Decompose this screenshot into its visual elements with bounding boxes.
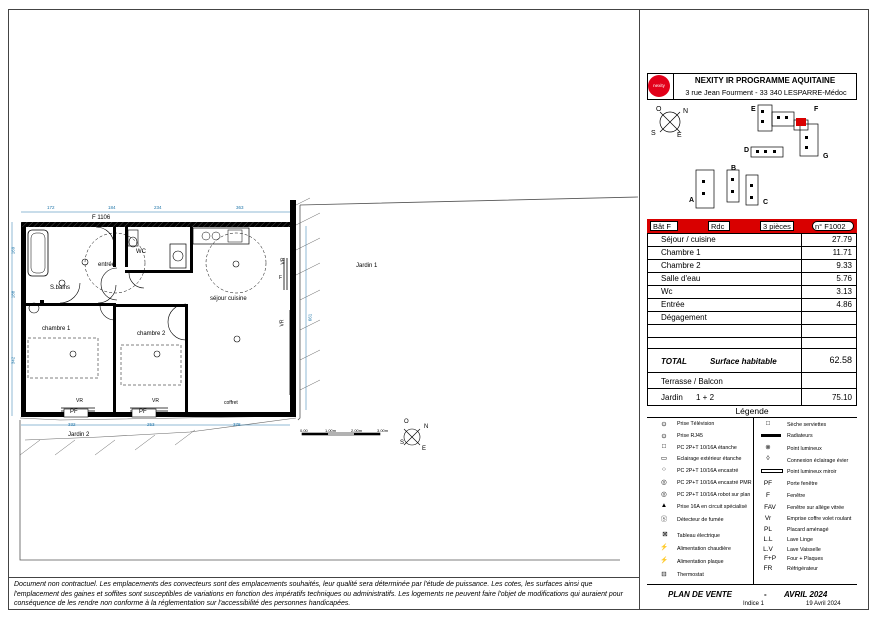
site-compass-o: O: [656, 106, 662, 113]
row-divider: [647, 298, 857, 299]
legend-right-2: Point lumineux: [787, 446, 822, 452]
worktop-socket-icon: ◎: [661, 491, 667, 498]
legend-left-6: PC 2P+T 10/16A robot sur plan: [677, 492, 751, 498]
plan-compass: [404, 429, 420, 445]
area-value-entree: 4.86: [836, 300, 852, 309]
legend-right-11: Lave Vaisselle: [787, 547, 821, 553]
room-wc: WC: [136, 249, 146, 255]
legend-right-6: Fenêtre: [787, 493, 806, 499]
site-label-f: F: [814, 106, 819, 113]
towel-dryer-icon: □: [766, 420, 770, 427]
thermostat-icon: ⊟: [661, 571, 667, 578]
bed-chambre1: [28, 338, 98, 378]
area-label-entree: Entrée: [661, 300, 685, 309]
legend-left-4: PC 2P+T 10/16A encastré: [677, 468, 739, 474]
company-address: 3 rue Jean Fourment - 33 340 LESPARRE-Médoc: [685, 88, 847, 97]
tv-outlet-icon: ⊙: [661, 421, 667, 428]
area-value-salle-eau: 5.76: [836, 274, 852, 283]
plan-index: Indice 1: [743, 601, 765, 607]
plan-dash: -: [764, 590, 767, 599]
area-value-wc: 3.13: [836, 287, 852, 296]
waterproof-socket-icon: □: [662, 443, 666, 450]
dim-top-3: 234: [154, 205, 162, 210]
scale-bar: [302, 433, 380, 435]
legend-right-3: Connexion éclairage évier: [787, 458, 849, 464]
area-label-chambre1: Chambre 1: [661, 248, 701, 257]
legend-sym-lv: L.V: [763, 546, 773, 553]
smoke-detector-icon: Ⓢ: [660, 516, 668, 523]
outer-walls: [21, 200, 296, 417]
plan-title: PLAN DE VENTE: [668, 590, 733, 599]
site-compass-e: E: [677, 132, 682, 139]
openings: [61, 258, 294, 411]
total-label: TOTAL: [661, 357, 687, 366]
area-label-salle-eau: Salle d'eau: [661, 274, 701, 283]
legend-sym-fp: F+P: [763, 555, 777, 562]
jardin-sub: 1 + 2: [696, 393, 715, 402]
legend-sym-ll: L.L: [763, 536, 773, 543]
legend-left-12: Thermostat: [677, 572, 704, 578]
row-divider: [647, 285, 857, 286]
row-divider: [647, 324, 857, 325]
row-divider: [647, 372, 857, 373]
room-sejour: séjour cuisine: [210, 296, 247, 302]
legend-right-0: Sèche serviettes: [787, 422, 827, 428]
flush-socket-icon: ○: [662, 466, 666, 473]
site-label-g: G: [823, 153, 829, 160]
lot-building: Bât F: [650, 221, 678, 231]
opening-vr-4: VR: [279, 319, 286, 327]
legend-left-11: Alimentation plaque: [677, 559, 724, 565]
legend-sym-fav: FAV: [764, 504, 776, 511]
legend-title: Légende: [735, 406, 769, 416]
dim-bottom-3: 378: [233, 422, 241, 427]
dim-top-1: 172: [47, 205, 55, 210]
opening-vr-1: VR: [76, 398, 83, 404]
site-label-e: E: [751, 106, 756, 113]
legend-left-2: PC 2P+T 10/16A étanche: [677, 445, 737, 451]
row-divider: [647, 337, 857, 338]
legend-sym-pl: PL: [764, 526, 772, 533]
opening-pf-1: PF: [70, 409, 78, 415]
scale-0: 0.00: [300, 428, 308, 433]
electric-panel-icon: ⊠: [662, 531, 668, 538]
row-divider: [647, 348, 857, 349]
opening-vr-2: VR: [152, 398, 159, 404]
mirror-light-icon: [761, 469, 783, 473]
legend-column-divider: [753, 417, 754, 584]
lot-level: Rdc: [708, 221, 730, 231]
company-name: NEXITY IR PROGRAMME AQUITAINE: [694, 76, 836, 85]
lot-rooms: 3 pièces: [760, 221, 794, 231]
site-label-d: D: [744, 147, 750, 154]
legend-right-1: Radiateurs: [787, 433, 813, 439]
plan-compass-n: N: [424, 424, 429, 430]
opening-pf-2: PF: [139, 409, 147, 415]
scale-2: 2.00m: [351, 428, 363, 433]
room-entree: entrée: [98, 262, 116, 268]
plan-compass-e: E: [422, 446, 427, 452]
sink-light-icon: ◊: [766, 455, 770, 462]
legend-sym-f: F: [766, 492, 770, 499]
dim-top-2: 184: [108, 205, 116, 210]
light-points: [59, 259, 240, 357]
area-label-sejour: Séjour / cuisine: [661, 235, 716, 244]
legend-sym-vr: Vr: [764, 515, 772, 522]
opening-f: F: [279, 275, 283, 281]
row-divider: [647, 246, 857, 247]
area-label-wc: Wc: [661, 287, 673, 296]
header-separator: [673, 73, 674, 100]
room-chambre1: chambre 1: [42, 326, 71, 332]
dedicated-socket-icon: ▲: [660, 502, 668, 509]
rj45-icon: ⊙: [661, 433, 667, 440]
terrace-edge: [20, 416, 296, 440]
area-label-degagement: Dégagement: [661, 313, 707, 322]
row-divider: [647, 259, 857, 260]
legend-bottom-divider: [647, 584, 857, 585]
plan-index-date: 19 Avril 2024: [806, 601, 841, 607]
legend-right-7: Fenêtre sur allège vitrée: [787, 505, 845, 511]
legend-right-5: Porte fenêtre: [787, 481, 818, 487]
jardin-value: 75.10: [831, 393, 852, 402]
garden-boundary: [20, 197, 638, 560]
legend-right-9: Placard aménagé: [787, 527, 829, 533]
wc-bowl: [129, 237, 137, 247]
disclaimer: Document non contractuel. Les emplacements des convecteurs sont des emplacements souhaités, leur qualité sera déterminée par l'étude de puissance. Les cotes, les surfaces ainsi que l'emplacement des gaines et soffites sont susceptibles de variations en fonction des impératifs techniques ou administratifs. Les logements ne peuvent faire l'objet de modifications qui auraient pour conséquence de les rendre non conforme à la réglementation sur l'accessibilité des personnes handicapées.: [14, 581, 623, 607]
coffret-label: coffret: [224, 400, 238, 406]
dim-side-2: 188: [10, 290, 16, 299]
legend-sym-pf: PF: [763, 480, 773, 487]
legend-right-10: Lave Linge: [787, 537, 813, 543]
legend-left-0: Prise Télévision: [677, 421, 715, 427]
kitchen-counter: [193, 228, 249, 244]
row-divider: [647, 388, 857, 389]
garden-1-label: Jardin 1: [356, 263, 378, 269]
site-label-c: C: [763, 199, 769, 206]
dim-bottom-1: 332: [68, 422, 76, 427]
area-label-chambre2: Chambre 2: [661, 261, 701, 270]
area-value-chambre2: 9.33: [836, 261, 852, 270]
total-value: 62.58: [829, 355, 852, 365]
site-label-a: A: [689, 197, 695, 204]
legend-left-10: Alimentation chaudière: [677, 546, 731, 552]
area-value-sejour: 27.79: [831, 235, 852, 244]
legend-right-12: Four + Plaques: [787, 556, 824, 562]
legend-right-13: Réfrigérateur: [787, 566, 818, 572]
legend-right-8: Emprise coffre volet roulant: [787, 516, 852, 522]
radiator-icon: [761, 434, 781, 437]
plan-date: AVRIL 2024: [784, 590, 828, 599]
lot-number: n° F1002: [812, 221, 854, 231]
pmr-socket-icon: ◎: [661, 479, 667, 486]
highlighted-building: [796, 118, 806, 126]
site-compass-n: N: [683, 108, 689, 115]
room-chambre2: chambre 2: [137, 331, 166, 337]
dim-side-3: 342: [10, 356, 16, 365]
plan-compass-o: O: [404, 419, 409, 425]
total-sub: Surface habitable: [710, 357, 777, 366]
site-label-b: B: [731, 165, 737, 172]
legend-left-8: Détecteur de fumée: [677, 517, 724, 523]
dim-side-1: 169: [10, 246, 16, 255]
scale-1: 1.00m: [325, 428, 337, 433]
legend-right-4: Point lumineux miroir: [787, 469, 837, 475]
jardin-label: Jardin: [661, 393, 683, 402]
nexity-logo: nexity: [648, 75, 670, 97]
area-value-chambre1: 11.71: [832, 248, 852, 257]
legend-left-1: Prise RJ45: [677, 433, 703, 439]
apartment-ref: F 1106: [92, 215, 111, 221]
dim-top-4: 363: [236, 205, 244, 210]
dim-bottom-2: 253: [147, 422, 155, 427]
outdoor-light-icon: ▭: [660, 455, 668, 462]
row-divider: [647, 311, 857, 312]
site-compass-s: S: [651, 130, 656, 137]
legend-left-7: Prise 16A en circuit spécialisé: [677, 504, 748, 510]
legend-divider: [647, 417, 857, 418]
terrasse-label: Terrasse / Balcon: [661, 377, 723, 386]
hob-supply-icon: ⚡: [659, 557, 669, 564]
row-divider: [647, 272, 857, 273]
legend-left-3: Eclairage extérieur étanche: [677, 456, 742, 462]
scale-3: 3.00m: [377, 428, 389, 433]
plan-compass-s: S: [400, 440, 405, 446]
garden-2-label: Jardin 2: [68, 432, 90, 438]
door-swings: [60, 227, 186, 340]
room-sbains: S.bains: [50, 285, 71, 291]
opening-vr-3: VR: [280, 257, 287, 265]
dimension-lines: [12, 212, 306, 425]
site-plan: [640, 100, 870, 215]
dim-side-4: 661: [307, 313, 313, 322]
legend-left-5: PC 2P+T 10/16A encastré PMR: [677, 480, 752, 486]
boiler-supply-icon: ⚡: [659, 544, 669, 551]
legend-left-9: Tableau électrique: [677, 533, 720, 539]
legend-sym-fr: FR: [763, 565, 773, 572]
bed-chambre2: [121, 345, 181, 385]
light-point-icon: ⊗: [765, 444, 771, 451]
